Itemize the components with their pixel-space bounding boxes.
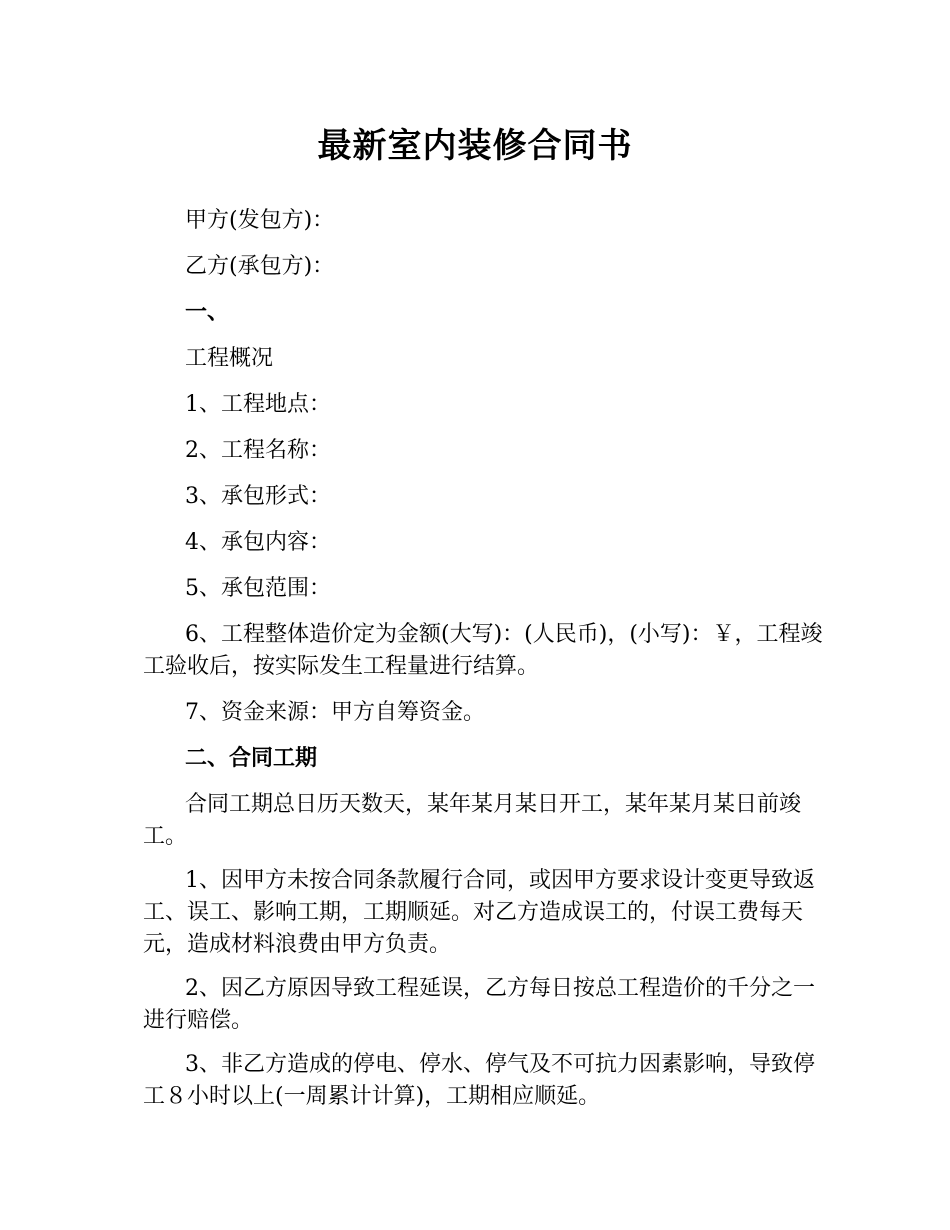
item-contract-form: 3、承包形式： xyxy=(185,484,331,509)
party-b-line: 乙方(承包方)： xyxy=(185,254,335,279)
section-one-title: 工程概况 xyxy=(185,346,274,371)
item-contract-content: 4、承包内容： xyxy=(185,530,331,555)
party-a-line: 甲方(发包方)： xyxy=(185,208,335,233)
item-project-location: 1、工程地点： xyxy=(185,392,331,417)
clause-one-paragraph: 1、因甲方未按合同条款履行合同，或因甲方要求设计变更导致返工、误工、影响工期，工期顺延。对乙方造成误工的，付误工费每天元，造成材料浪费由甲方负责。 xyxy=(143,868,815,957)
item-total-price: 6、工程整体造价定为金额(大写)：(人民币)，(小写)：￥，工程竣工验收后，按实际发生工程量进行结算。 xyxy=(143,622,823,679)
item-project-name: 2、工程名称： xyxy=(185,438,331,463)
document-title: 最新室内装修合同书 xyxy=(317,126,633,166)
item-contract-scope: 5、承包范围： xyxy=(185,576,331,601)
section-two-title: 二、合同工期 xyxy=(185,746,318,771)
section-one-number: 一、 xyxy=(185,300,230,325)
clause-three-paragraph: 3、非乙方造成的停电、停水、停气及不可抗力因素影响，导致停工８小时以上(一周累计计算)，工期相应顺延。 xyxy=(143,1052,815,1109)
clause-two-paragraph: 2、因乙方原因导致工程延误，乙方每日按总工程造价的千分之一进行赔偿。 xyxy=(143,976,815,1033)
contract-period-paragraph: 合同工期总日历天数天，某年某月某日开工，某年某月某日前竣工。 xyxy=(143,792,802,849)
item-fund-source: 7、资金来源：甲方自筹资金。 xyxy=(185,700,485,725)
